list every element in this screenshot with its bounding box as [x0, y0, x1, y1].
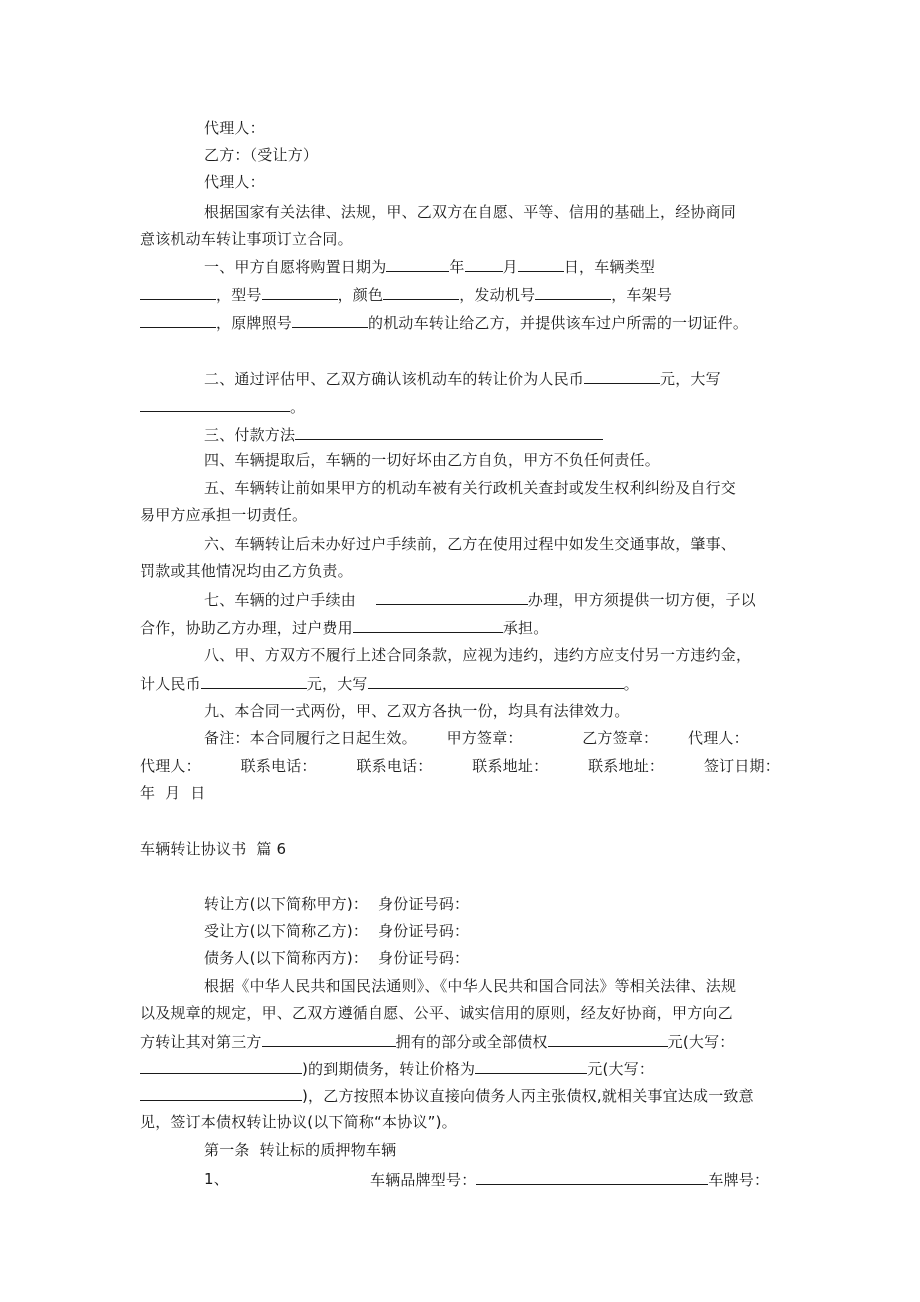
text: 一、甲方自愿将购置日期为 [204, 258, 387, 276]
transferor-line [204, 892, 469, 916]
clause-8-line-1 [204, 643, 751, 667]
text: 。 [623, 675, 639, 693]
clause-9 [204, 699, 630, 723]
text: 六、车辆转让后未办好过户手续前，乙方在使用过程中如发生交通事故，肇事、 [204, 535, 737, 553]
debt-preamble-line-3 [140, 1029, 734, 1053]
line-agent-1 [204, 116, 265, 140]
clause-4 [204, 448, 660, 472]
text: 四、车辆提取后，车辆的一切好坏由乙方自负，甲方不负任何责任。 [204, 451, 661, 469]
text: 备注：本合同履行之日起生效。 甲方签章： 乙方签章： 代理人： [204, 729, 749, 747]
debt-preamble-line-5 [140, 1083, 754, 1107]
text: 元(大写： [587, 1060, 655, 1078]
sig-field: 签订日期： [703, 757, 780, 775]
clause-8-line-2 [140, 671, 639, 695]
blank [584, 366, 660, 384]
text: 合作，协助乙方办理，过户费用 [140, 619, 353, 637]
clause-1-line-3 [140, 310, 748, 334]
text: 意该机动车转让事项订立合同。 [140, 230, 353, 248]
text: 根据《中华人民共和国民法通则》、《中华人民共和国合同法》等相关法律、法规 [204, 977, 737, 995]
text: 转让方(以下简称甲方)： 身份证号码： [204, 895, 470, 913]
text: ，型号 [216, 286, 262, 304]
text: 的机动车转让给乙方，并提供该车过户所需的一切证件。 [368, 314, 749, 332]
text: )，乙方按照本协议直接向债务人丙主张债权,就相关事宜达成一致意 [302, 1087, 754, 1105]
item-1-vehicle-model [370, 1167, 769, 1191]
text: 元，大写 [660, 370, 721, 388]
blank [518, 254, 564, 272]
sig-field: 代理人： [140, 757, 201, 775]
clause-5-line-2 [140, 503, 307, 527]
clause-6-line-2 [140, 559, 353, 583]
blank [465, 254, 503, 272]
text: 拥有的部分或全部债权 [395, 1033, 548, 1051]
text: 元(大写： [667, 1033, 735, 1051]
clause-1-line-2 [140, 282, 672, 306]
debt-preamble-line-6 [140, 1110, 457, 1134]
text: 第一条 转让标的质押物车辆 [204, 1141, 397, 1159]
clause-2-line-1 [204, 366, 721, 390]
text: 根据国家有关法律、法规，甲、乙双方在自愿、平等、信用的基础上，经协商同 [204, 203, 737, 221]
blank [140, 394, 290, 412]
blank [376, 587, 528, 605]
text: 九、本合同一式两份，甲、乙双方各执一份，均具有法律效力。 [204, 702, 630, 720]
sig-field: 联系电话： [356, 757, 433, 775]
blank [476, 1167, 708, 1185]
blank [140, 1083, 302, 1101]
date-line [140, 781, 205, 805]
blank [368, 671, 624, 689]
clause-3 [204, 422, 603, 446]
text: 代理人： [204, 173, 265, 191]
line-preamble-2 [140, 227, 353, 251]
text: 受让方(以下简称乙方)： 身份证号码： [204, 922, 470, 940]
text: 办理，甲方须提供一切方便，子以 [527, 591, 756, 609]
text: ，发动机号 [459, 286, 536, 304]
blank [201, 671, 307, 689]
line-agent-2 [204, 170, 265, 194]
blank [140, 282, 216, 300]
item-1-number [204, 1167, 229, 1191]
text: 年 [449, 258, 465, 276]
text: 三、付款方法 [204, 426, 296, 444]
blank [386, 254, 449, 272]
text: 五、车辆转让前如果甲方的机动车被有关行政机关查封或发生权利纠纷及自行交 [204, 479, 737, 497]
text: 罚款或其他情况均由乙方负责。 [140, 562, 353, 580]
section-title [140, 837, 286, 861]
blank [140, 310, 216, 328]
blank [548, 1029, 668, 1047]
text: )的到期债务，转让价格为 [302, 1060, 476, 1078]
article-1-title [204, 1138, 396, 1162]
blank [295, 422, 603, 440]
sig-field: 联系地址： [472, 757, 549, 775]
text: 债务人(以下简称丙方)： 身份证号码： [204, 949, 470, 967]
sig-field: 联系电话： [240, 757, 317, 775]
text: 车辆品牌型号： [370, 1171, 477, 1189]
text: 车辆转让协议书 篇 6 [140, 840, 287, 858]
clause-5-line-1 [204, 476, 736, 500]
debt-preamble-line-1 [204, 974, 736, 998]
remarks-line [204, 726, 749, 750]
blank [262, 1029, 396, 1047]
text: 日，车辆类型 [563, 258, 656, 276]
clause-7-line-2 [140, 615, 548, 639]
blank [353, 615, 503, 633]
text: 二、通过评估甲、乙双方确认该机动车的转让价为人民币 [204, 370, 585, 388]
text: 八、甲、方双方不履行上述合同条款，应视为违约，违约方应支付另一方违约金， [204, 646, 752, 664]
text: 元，大写 [306, 675, 368, 693]
text: 乙方：（受让方） [204, 146, 319, 164]
line-party-b [204, 143, 318, 167]
text: 七、车辆的过户手续由 [204, 591, 376, 609]
debt-preamble-line-4 [140, 1056, 654, 1080]
text: 1、 [204, 1170, 229, 1188]
text: ，颜色 [337, 286, 384, 304]
text: 。 [290, 398, 306, 416]
clause-7-line-1 [204, 587, 756, 611]
text: 车牌号： [708, 1171, 770, 1189]
debt-preamble-line-2 [140, 1001, 733, 1025]
text: 承担。 [502, 619, 549, 637]
signature-fields-row [140, 754, 780, 778]
text: 计人民币 [140, 675, 201, 693]
blank [475, 1056, 587, 1074]
clause-6-line-1 [204, 532, 736, 556]
blank [140, 1056, 302, 1074]
text: 易甲方应承担一切责任。 [140, 506, 308, 524]
clause-1-line-1 [204, 254, 655, 278]
sig-field: 联系地址： [588, 757, 665, 775]
transferee-line [204, 919, 469, 943]
blank [535, 282, 611, 300]
text: 月 [502, 258, 518, 276]
text: ，车架号 [611, 286, 673, 304]
blank [262, 282, 338, 300]
text: 年 月 日 [140, 784, 206, 802]
text: 见，签订本债权转让协议(以下简称“本协议”)。 [140, 1113, 457, 1131]
debtor-line [204, 946, 469, 970]
line-preamble-1 [204, 200, 736, 224]
text: 代理人： [204, 119, 265, 137]
text: 以及规章的规定，甲、乙双方遵循自愿、公平、诚实信用的原则，经友好协商，甲方向乙 [140, 1004, 733, 1022]
blank [292, 310, 368, 328]
clause-2-line-2 [140, 394, 305, 418]
blank [383, 282, 459, 300]
text: 方转让其对第三方 [140, 1033, 262, 1051]
text: ，原牌照号 [216, 314, 293, 332]
